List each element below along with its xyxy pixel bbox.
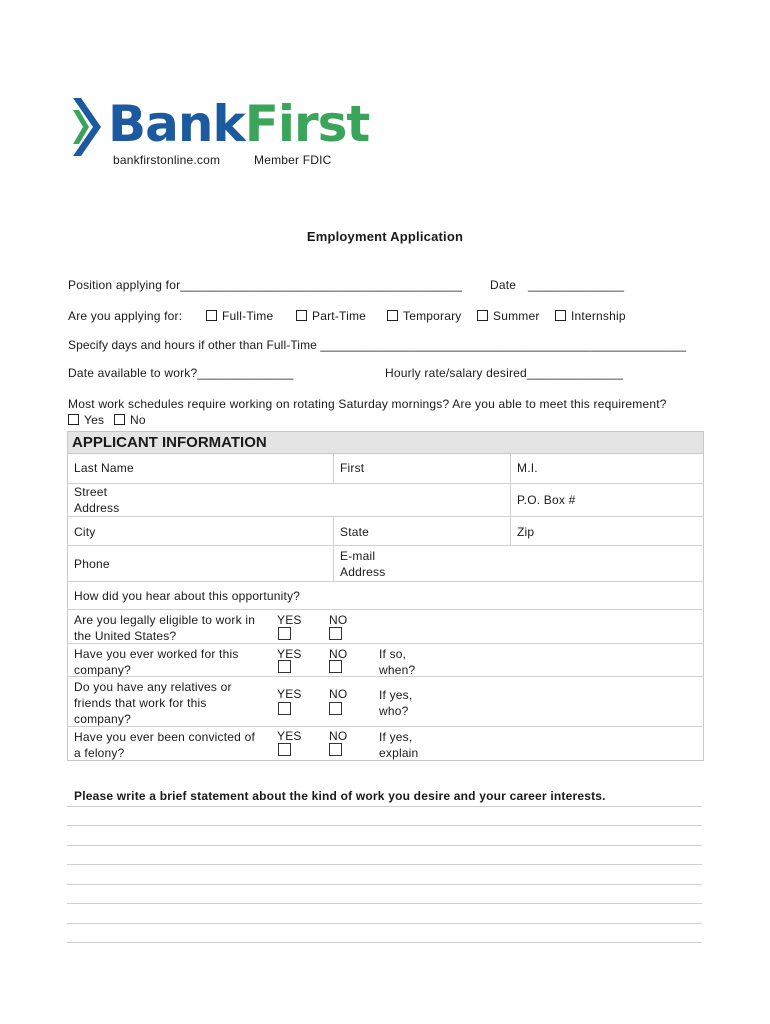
writing-line (67, 923, 702, 924)
date-label: Date (490, 278, 517, 292)
page-title: Employment Application (306, 229, 464, 244)
writing-line (67, 864, 702, 865)
checkbox-icon[interactable] (296, 310, 307, 321)
first-name-field[interactable]: First (340, 461, 365, 475)
option-part-time[interactable]: Part-Time (296, 309, 366, 323)
option-summer[interactable]: Summer (477, 309, 540, 323)
brand-name-first: First (244, 95, 370, 153)
middle-initial-field[interactable]: M.I. (517, 461, 538, 475)
felony-explain-field[interactable]: If yes, explain (379, 730, 419, 760)
writing-line (67, 884, 702, 885)
option-full-time[interactable]: Full-Time (206, 309, 273, 323)
checkbox-icon[interactable] (387, 310, 398, 321)
yes-label: YES (277, 687, 302, 701)
date-field[interactable]: ______________ (528, 278, 625, 292)
no-label: NO (329, 613, 348, 627)
bankfirst-logo (70, 95, 370, 158)
relatives-no-checkbox[interactable] (329, 702, 342, 715)
question-eligible: Are you legally eligible to work in the United States? (74, 613, 256, 643)
relatives-yes-checkbox[interactable] (278, 702, 291, 715)
checkbox-icon[interactable] (206, 310, 217, 321)
salary-field[interactable]: Hourly rate/salary desired______________ (385, 366, 624, 380)
chevron-logo-icon (70, 96, 104, 158)
statement-prompt: Please write a brief statement about the kind of work you desire and your career interests. (74, 789, 606, 803)
last-name-field[interactable]: Last Name (74, 461, 134, 475)
member-fdic: Member FDIC (254, 153, 332, 167)
worked-when-field[interactable]: If so, when? (379, 647, 416, 677)
yes-label: YES (277, 613, 302, 627)
checkbox-icon[interactable] (68, 414, 79, 425)
no-label: NO (329, 647, 348, 661)
position-field[interactable]: Position applying for_________________________________________ (68, 278, 463, 292)
yes-label: YES (277, 729, 302, 743)
writing-line (67, 806, 702, 807)
saturday-no[interactable]: No (114, 413, 146, 427)
eligible-yes-checkbox[interactable] (278, 627, 291, 640)
checkbox-icon[interactable] (555, 310, 566, 321)
brand-name-bank: Bank (108, 95, 245, 153)
worked-no-checkbox[interactable] (329, 660, 342, 673)
no-label: NO (329, 687, 348, 701)
zip-field[interactable]: Zip (517, 525, 535, 539)
hear-about-field[interactable]: How did you hear about this opportunity? (74, 589, 301, 603)
no-label: NO (329, 729, 348, 743)
option-temporary[interactable]: Temporary (387, 309, 461, 323)
po-box-field[interactable]: P.O. Box # (517, 493, 576, 507)
question-worked-before: Have you ever worked for this company? (74, 647, 239, 677)
worked-yes-checkbox[interactable] (278, 660, 291, 673)
felony-yes-checkbox[interactable] (278, 743, 291, 756)
question-relatives: Do you have any relatives or friends that work for this company? (74, 680, 232, 726)
state-field[interactable]: State (340, 525, 370, 539)
question-felony: Have you ever been convicted of a felony? (74, 730, 255, 760)
section-title: APPLICANT INFORMATION (72, 434, 267, 451)
saturday-question: Most work schedules require working on rotating Saturday mornings? Are you able to meet this requirement? (68, 397, 667, 411)
felony-no-checkbox[interactable] (329, 743, 342, 756)
phone-field[interactable]: Phone (74, 557, 110, 571)
eligible-no-checkbox[interactable] (329, 627, 342, 640)
writing-line (67, 845, 702, 846)
writing-line (67, 903, 702, 904)
writing-line (67, 942, 702, 943)
section-header (68, 432, 703, 454)
applying-for-label: Are you applying for: (68, 309, 183, 323)
statement-writing-area[interactable] (67, 805, 702, 945)
city-field[interactable]: City (74, 525, 96, 539)
checkbox-icon[interactable] (114, 414, 125, 425)
checkbox-icon[interactable] (477, 310, 488, 321)
yes-label: YES (277, 647, 302, 661)
option-internship[interactable]: Internship (555, 309, 626, 323)
street-address-field[interactable]: Street Address (74, 485, 120, 515)
email-field[interactable]: E-mail Address (340, 549, 386, 579)
relatives-who-field[interactable]: If yes, who? (379, 688, 413, 718)
saturday-yes[interactable]: Yes (68, 413, 104, 427)
date-available-field[interactable]: Date available to work?______________ (68, 366, 294, 380)
brand-website: bankfirstonline.com (113, 153, 221, 167)
specify-hours-field[interactable]: Specify days and hours if other than Full-Time ______________________________________________________ (68, 338, 687, 352)
writing-line (67, 825, 702, 826)
